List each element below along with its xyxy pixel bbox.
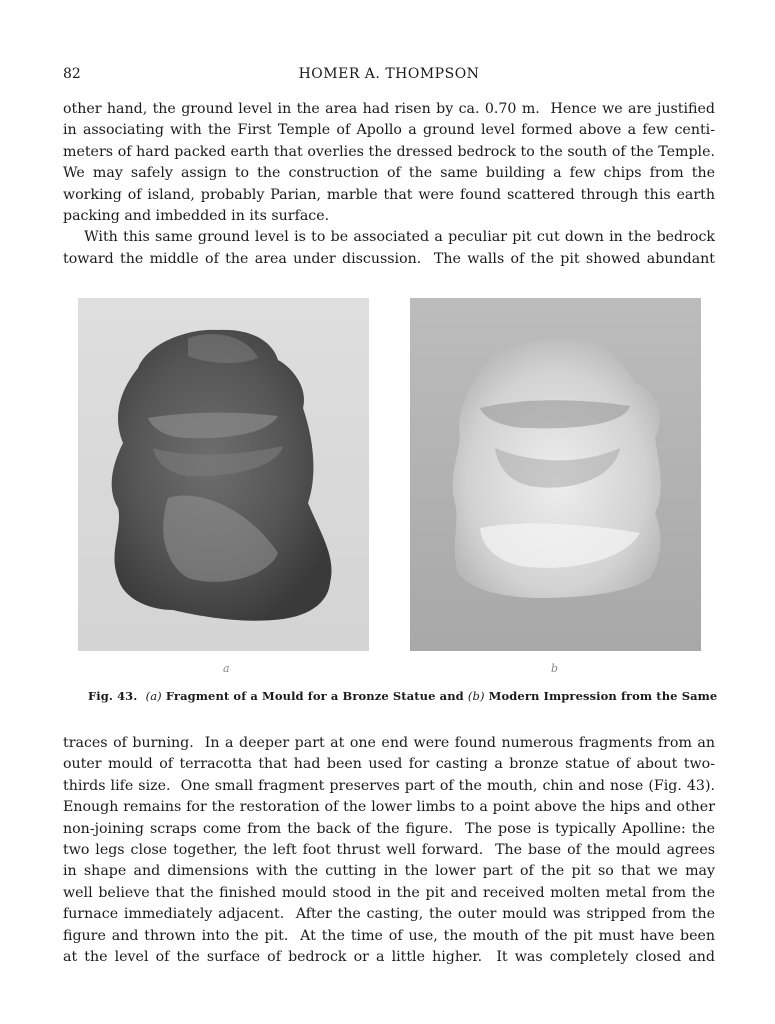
text-line: Enough remains for the restoration of the lower limbs to a point above the hips and other (63, 799, 715, 816)
caption-part-2: Modern Impression from the Same (488, 689, 718, 703)
text-line: With this same ground level is to be associated a peculiar pit cut down in the bedrock (63, 229, 715, 246)
caption-part-1: Fragment of a Mould for a Bronze Statue and (165, 689, 464, 703)
text-line: outer mould of terracotta that had been used for casting a bronze statue of about two- (63, 756, 715, 773)
figure-43 (78, 298, 702, 683)
text-line: well believe that the finished mould stood in the pit and received molten metal from the (63, 884, 715, 901)
text-line: non-joining scraps come from the back of the figure. The pose is typically Apolline: the (63, 820, 715, 837)
page-header (63, 66, 715, 84)
bottom-paragraphs (63, 733, 715, 968)
text-line: two legs close together, the left foot thrust well forward. The base of the mould agrees (63, 842, 715, 859)
modern-impression-photo (410, 298, 701, 651)
text-line: toward the middle of the area under discussion. The walls of the pit showed abundant (63, 250, 715, 267)
caption-a-marker: (a) (145, 689, 162, 703)
caption-number: Fig. 43. (88, 689, 138, 703)
text-line: working of island, probably Parian, marble that were found scattered through this earth (63, 186, 715, 203)
text-line: furnace immediately adjacent. After the casting, the outer mould was stripped from the (63, 906, 715, 923)
text-line: thirds life size. One small fragment preserves part of the mouth, chin and nose (Fig. 43). (63, 777, 715, 794)
text-line: meters of hard packed earth that overlies the dressed bedrock to the south of the Temple. (63, 143, 715, 160)
plate-b-label: b (551, 662, 559, 675)
figure-caption (88, 689, 718, 703)
text-line: at the level of the surface of bedrock or a little higher. It was completely closed and (63, 949, 715, 966)
running-head: HOMER A. THOMPSON (298, 66, 480, 82)
text-line: other hand, the ground level in the area had risen by ca. 0.70 m. Hence we are justified (63, 101, 715, 117)
plate-a-label: a (223, 662, 230, 675)
text-line: We may safely assign to the construction of the same building a few chips from the (63, 165, 715, 182)
text-line: in associating with the First Temple of Apollo a ground level formed above a few centi- (63, 122, 715, 139)
text-line: traces of burning. In a deeper part at one end were found numerous fragments from an (63, 735, 715, 751)
text-line: figure and thrown into the pit. At the time of use, the mouth of the pit must have been (63, 927, 715, 944)
caption-b-marker: (b) (467, 689, 485, 703)
plate-b-modern-impression (410, 298, 701, 651)
top-paragraphs (63, 99, 715, 270)
page-number: 82 (63, 66, 81, 82)
plate-a-mould-fragment (78, 298, 369, 651)
text-line: packing and imbedded in its surface. (63, 208, 330, 225)
text-line: in shape and dimensions with the cutting in the lower part of the pit so that we may (63, 863, 715, 880)
mould-fragment-photo (78, 298, 369, 651)
